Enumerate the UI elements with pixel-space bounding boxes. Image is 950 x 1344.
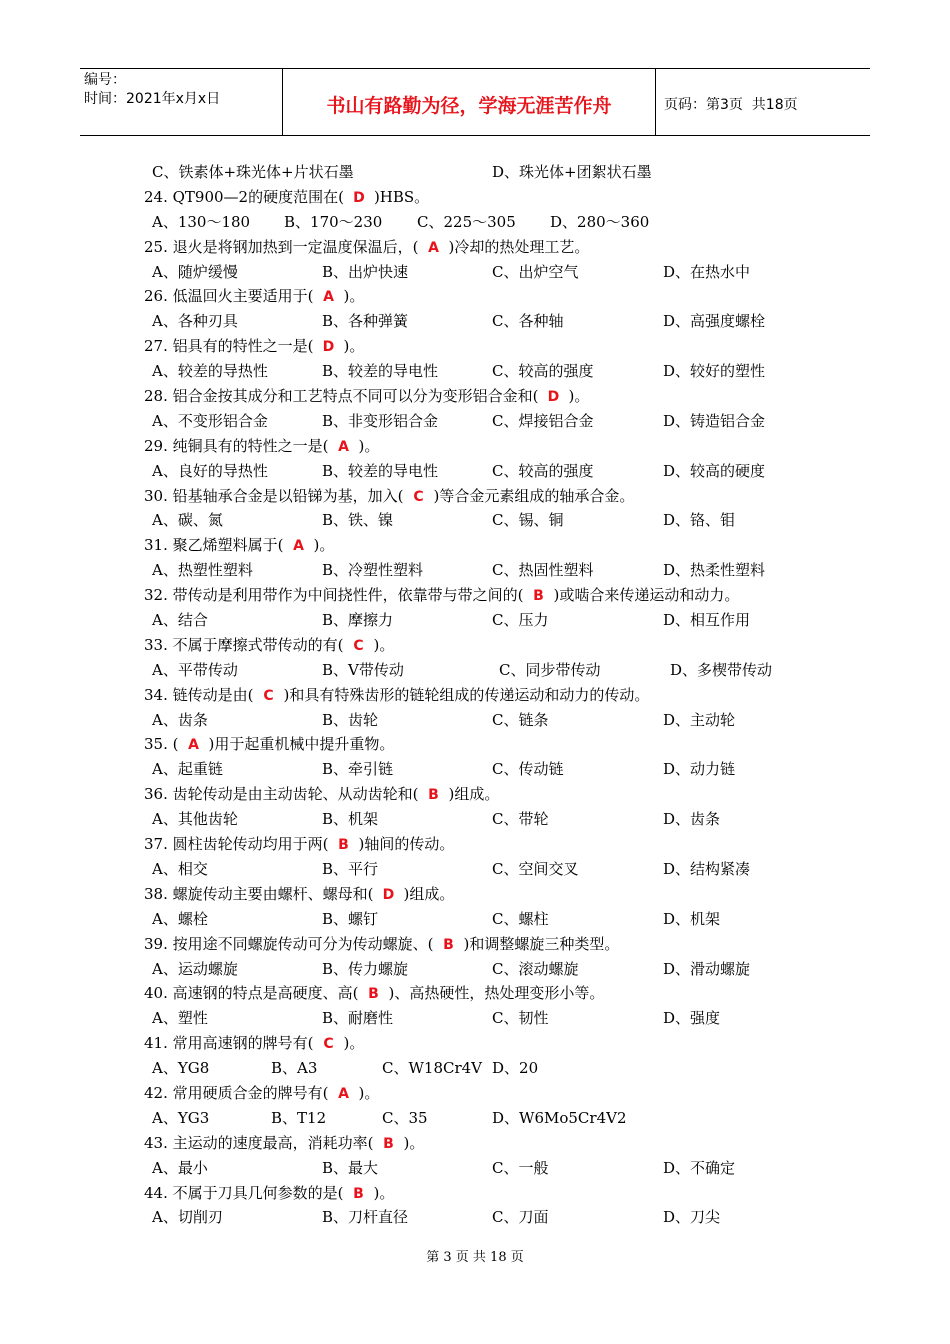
- option-b: B、较差的导电性: [322, 362, 439, 381]
- answer-mark: D: [382, 886, 395, 903]
- question-stem: [144, 932, 864, 957]
- question-stem: [144, 683, 864, 708]
- answer-mark: A: [188, 737, 199, 754]
- question-stem: [144, 185, 864, 210]
- answer-mark: A: [428, 239, 439, 256]
- question-stem: [144, 1031, 864, 1056]
- option-a: A、130～180: [152, 212, 251, 231]
- answer-mark: C: [413, 488, 424, 505]
- option-c: C、传动链: [492, 760, 564, 779]
- option-a: A、随炉缓慢: [152, 262, 238, 281]
- question-stem: [144, 384, 864, 409]
- answer-mark: B: [443, 936, 454, 953]
- option-row: [144, 260, 864, 285]
- option-b: B、机架: [322, 810, 379, 829]
- option-row: [144, 608, 864, 633]
- option-row: [144, 807, 864, 832]
- option-d: D、刀尖: [663, 1208, 721, 1227]
- option-d: D、强度: [663, 1009, 721, 1028]
- option-b: B、出炉快速: [322, 262, 409, 281]
- option-b: B、170～230: [284, 212, 383, 231]
- question-text-tail: )。: [343, 1034, 365, 1053]
- question-stem: [144, 1181, 864, 1206]
- answer-mark: A: [293, 538, 304, 555]
- header-motto: 书山有路勤为径，学海无涯苦作舟: [282, 69, 656, 135]
- option-row: [144, 1056, 864, 1081]
- question-stem: [144, 981, 864, 1006]
- option-c: C、螺柱: [492, 909, 549, 928]
- option-d: D、结构紧凑: [663, 859, 751, 878]
- question-text: 40. 高速钢的特点是高硬度、高(: [144, 984, 359, 1003]
- option-c: C、链条: [492, 710, 549, 729]
- option-d: D、280～360: [550, 212, 650, 231]
- question-text-tail: )等合金元素组成的轴承合金。: [433, 486, 635, 505]
- option-d: D、W6Mo5Cr4V2: [492, 1108, 627, 1127]
- option-a: A、其他齿轮: [152, 810, 238, 829]
- question-text-tail: )或啮合来传递运动和动力。: [553, 586, 740, 605]
- option-a: A、齿条: [152, 710, 208, 729]
- question-text: 27. 铝具有的特性之一是(: [144, 337, 314, 356]
- option-c: C、压力: [492, 611, 549, 630]
- option-d: D、热柔性塑料: [663, 561, 766, 580]
- option-row: [144, 409, 864, 434]
- option-row: [144, 1006, 864, 1031]
- option-b: B、最大: [322, 1158, 379, 1177]
- option-a: A、热塑性塑料: [152, 561, 253, 580]
- option-c: C、韧性: [492, 1009, 549, 1028]
- question-text-tail: )、高热硬性，热处理变形小等。: [388, 984, 605, 1003]
- option-b: B、V带传动: [322, 660, 404, 679]
- option-b: B、齿轮: [322, 710, 379, 729]
- option-a: A、YG3: [152, 1108, 210, 1127]
- option-a: A、较差的导热性: [152, 362, 268, 381]
- question-text: 29. 纯铜具有的特性之一是(: [144, 436, 329, 455]
- question-text-tail: )。: [358, 436, 380, 455]
- answer-mark: B: [383, 1135, 394, 1152]
- question-text: 28. 铝合金按其成分和工艺特点不同可以分为变形铝合金和(: [144, 387, 539, 406]
- question-text: 33. 不属于摩擦式带传动的有(: [144, 635, 344, 654]
- question-text: 24. QT900—2的硬度范围在(: [144, 187, 344, 206]
- question-text-tail: )。: [313, 536, 335, 555]
- option-c: C、焊接铝合金: [492, 411, 594, 430]
- option-d: D、不确定: [663, 1158, 736, 1177]
- question-text-tail: )和调整螺旋三种类型。: [463, 934, 620, 953]
- option-row: [144, 957, 864, 982]
- option-b: B、刀杆直径: [322, 1208, 409, 1227]
- option-a: A、YG8: [152, 1059, 210, 1078]
- option-a: A、运动螺旋: [152, 959, 238, 978]
- option-a: A、平带传动: [152, 660, 238, 679]
- option-row: [144, 508, 864, 533]
- question-text: 31. 聚乙烯塑料属于(: [144, 536, 284, 555]
- option-b: B、摩擦力: [322, 611, 394, 630]
- question-text: 38. 螺旋传动主要由螺杆、螺母和(: [144, 884, 374, 903]
- question-stem: [144, 235, 864, 260]
- answer-mark: B: [533, 588, 544, 605]
- question-list: [144, 160, 864, 1230]
- option-row: [144, 1156, 864, 1181]
- option-b: B、各种弹簧: [322, 312, 409, 331]
- option-row: [144, 857, 864, 882]
- option-row: [144, 359, 864, 384]
- question-text: 41. 常用高速钢的牌号有(: [144, 1034, 314, 1053]
- option-c: C、同步带传动: [499, 660, 601, 679]
- question-stem: [144, 782, 864, 807]
- option-a: A、碳、氮: [152, 511, 223, 530]
- option-c: C、各种轴: [492, 312, 564, 331]
- option-c: C、空间交叉: [492, 859, 579, 878]
- option-d: D、较好的塑性: [663, 362, 766, 381]
- question-stem: [144, 533, 864, 558]
- option-c: C、W18Cr4V: [382, 1059, 483, 1078]
- option-c: C、刀面: [492, 1208, 549, 1227]
- answer-mark: A: [323, 289, 334, 306]
- question-stem: [144, 882, 864, 907]
- question-stem: [144, 284, 864, 309]
- option-d: D、在热水中: [663, 262, 751, 281]
- option-row: [144, 658, 864, 683]
- question-text-tail: )HBS。: [373, 187, 430, 206]
- option-c: C、热固性塑料: [492, 561, 594, 580]
- option-c: C、铁素体+珠光体+片状石墨: [152, 163, 354, 181]
- document-time-label: 时间：2021年x月x日: [84, 91, 221, 107]
- option-a: A、螺栓: [152, 909, 208, 928]
- question-stem: [144, 434, 864, 459]
- option-row: [144, 1205, 864, 1230]
- question-text: 44. 不属于刀具几何参数的是(: [144, 1183, 344, 1202]
- option-d: D、铸造铝合金: [663, 411, 766, 430]
- question-stem: [144, 732, 864, 757]
- page-info-text: 页码：第3页 共18页: [664, 97, 798, 113]
- question-text: 30. 铅基轴承合金是以铅锑为基，加入(: [144, 486, 404, 505]
- option-d: D、机架: [663, 909, 721, 928]
- option-a: A、相交: [152, 859, 208, 878]
- answer-mark: B: [428, 787, 439, 804]
- answer-mark: C: [263, 687, 274, 704]
- question-text: 25. 退火是将钢加热到一定温度保温后，(: [144, 237, 419, 256]
- option-d: D、20: [492, 1059, 539, 1078]
- option-row: [144, 757, 864, 782]
- option-b: B、冷塑性塑料: [322, 561, 424, 580]
- answer-mark: C: [353, 637, 364, 654]
- question-text: 26. 低温回火主要适用于(: [144, 287, 314, 306]
- option-a: A、起重链: [152, 760, 223, 779]
- question-stem: [144, 583, 864, 608]
- question-text: 34. 链传动是由(: [144, 685, 254, 704]
- option-d: D、珠光体+团絮状石墨: [492, 163, 652, 181]
- option-b: B、传力螺旋: [322, 959, 409, 978]
- option-b: B、铁、镍: [322, 511, 394, 530]
- option-c: C、225～305: [417, 212, 516, 231]
- question-text: 36. 齿轮传动是由主动齿轮、从动齿轮和(: [144, 785, 419, 804]
- question-text-tail: )。: [343, 287, 365, 306]
- answer-mark: D: [322, 339, 335, 356]
- question-text-tail: )。: [373, 635, 395, 654]
- document-number-label: 编号：: [84, 72, 126, 88]
- option-b: B、T12: [271, 1108, 327, 1127]
- question-text-tail: )轴间的传动。: [358, 835, 455, 854]
- question-text: 43. 主运动的速度最高，消耗功率(: [144, 1133, 374, 1152]
- option-c: C、锡、铜: [492, 511, 564, 530]
- question-text: 37. 圆柱齿轮传动均用于两(: [144, 835, 329, 854]
- option-a: A、良好的导热性: [152, 461, 268, 480]
- option-b: B、牵引链: [322, 760, 394, 779]
- option-row: [144, 558, 864, 583]
- option-row: [144, 210, 864, 235]
- intro-option-row: [144, 160, 864, 185]
- header-page-info: [656, 69, 870, 135]
- question-text-tail: )。: [343, 337, 365, 356]
- question-stem: [144, 633, 864, 658]
- question-text-tail: )用于起重机械中提升重物。: [208, 735, 395, 754]
- question-text-tail: )组成。: [448, 785, 500, 804]
- option-b: B、螺钉: [322, 909, 379, 928]
- question-text-tail: )。: [403, 1133, 425, 1152]
- option-c: C、一般: [492, 1158, 549, 1177]
- option-b: B、耐磨性: [322, 1009, 394, 1028]
- option-row: [144, 708, 864, 733]
- option-d: D、较高的硬度: [663, 461, 766, 480]
- question-text-tail: )。: [358, 1083, 380, 1102]
- answer-mark: A: [338, 1085, 349, 1102]
- option-a: A、各种刃具: [152, 312, 238, 331]
- answer-mark: A: [338, 438, 349, 455]
- option-d: D、齿条: [663, 810, 721, 829]
- answer-mark: D: [547, 389, 560, 406]
- question-stem: [144, 1131, 864, 1156]
- question-text: 35. (: [144, 735, 179, 754]
- option-row: [144, 309, 864, 334]
- option-c: C、较高的强度: [492, 362, 594, 381]
- question-stem: [144, 484, 864, 509]
- option-d: D、主动轮: [663, 710, 736, 729]
- question-text-tail: )冷却的热处理工艺。: [448, 237, 590, 256]
- option-a: A、塑性: [152, 1009, 208, 1028]
- question-text: 39. 按用途不同螺旋传动可分为传动螺旋、(: [144, 934, 434, 953]
- option-c: C、滚动螺旋: [492, 959, 579, 978]
- option-a: A、不变形铝合金: [152, 411, 268, 430]
- option-c: C、带轮: [492, 810, 549, 829]
- option-c: C、35: [382, 1108, 428, 1127]
- answer-mark: B: [338, 837, 349, 854]
- page-header: [80, 68, 870, 136]
- option-d: D、多楔带传动: [670, 660, 773, 679]
- option-d: D、相互作用: [663, 611, 751, 630]
- option-c: C、较高的强度: [492, 461, 594, 480]
- option-row: [144, 907, 864, 932]
- option-b: B、平行: [322, 859, 379, 878]
- option-d: D、动力链: [663, 760, 736, 779]
- option-b: B、较差的导电性: [322, 461, 439, 480]
- header-left-cell: [80, 69, 282, 135]
- option-a: A、切削刃: [152, 1208, 223, 1227]
- question-text: 42. 常用硬质合金的牌号有(: [144, 1083, 329, 1102]
- answer-mark: B: [368, 986, 379, 1003]
- option-row: [144, 1106, 864, 1131]
- option-b: B、A3: [271, 1059, 318, 1078]
- question-text-tail: )组成。: [403, 884, 455, 903]
- answer-mark: B: [353, 1185, 364, 1202]
- option-c: C、出炉空气: [492, 262, 579, 281]
- option-a: A、结合: [152, 611, 208, 630]
- option-d: D、铬、钼: [663, 511, 736, 530]
- option-a: A、最小: [152, 1158, 208, 1177]
- question-text-tail: )和具有特殊齿形的链轮组成的传递运动和动力的传动。: [283, 685, 650, 704]
- answer-mark: C: [323, 1036, 334, 1053]
- question-text-tail: )。: [373, 1183, 395, 1202]
- question-stem: [144, 334, 864, 359]
- option-d: D、高强度螺栓: [663, 312, 766, 331]
- option-d: D、滑动螺旋: [663, 959, 751, 978]
- answer-mark: D: [353, 189, 365, 206]
- question-text: 32. 带传动是利用带作为中间挠性件，依靠带与带之间的(: [144, 586, 524, 605]
- question-text-tail: )。: [568, 387, 590, 406]
- question-stem: [144, 1081, 864, 1106]
- option-b: B、非变形铝合金: [322, 411, 439, 430]
- question-stem: [144, 832, 864, 857]
- option-row: [144, 459, 864, 484]
- page-footer: 第 3 页 共 18 页: [426, 1250, 524, 1265]
